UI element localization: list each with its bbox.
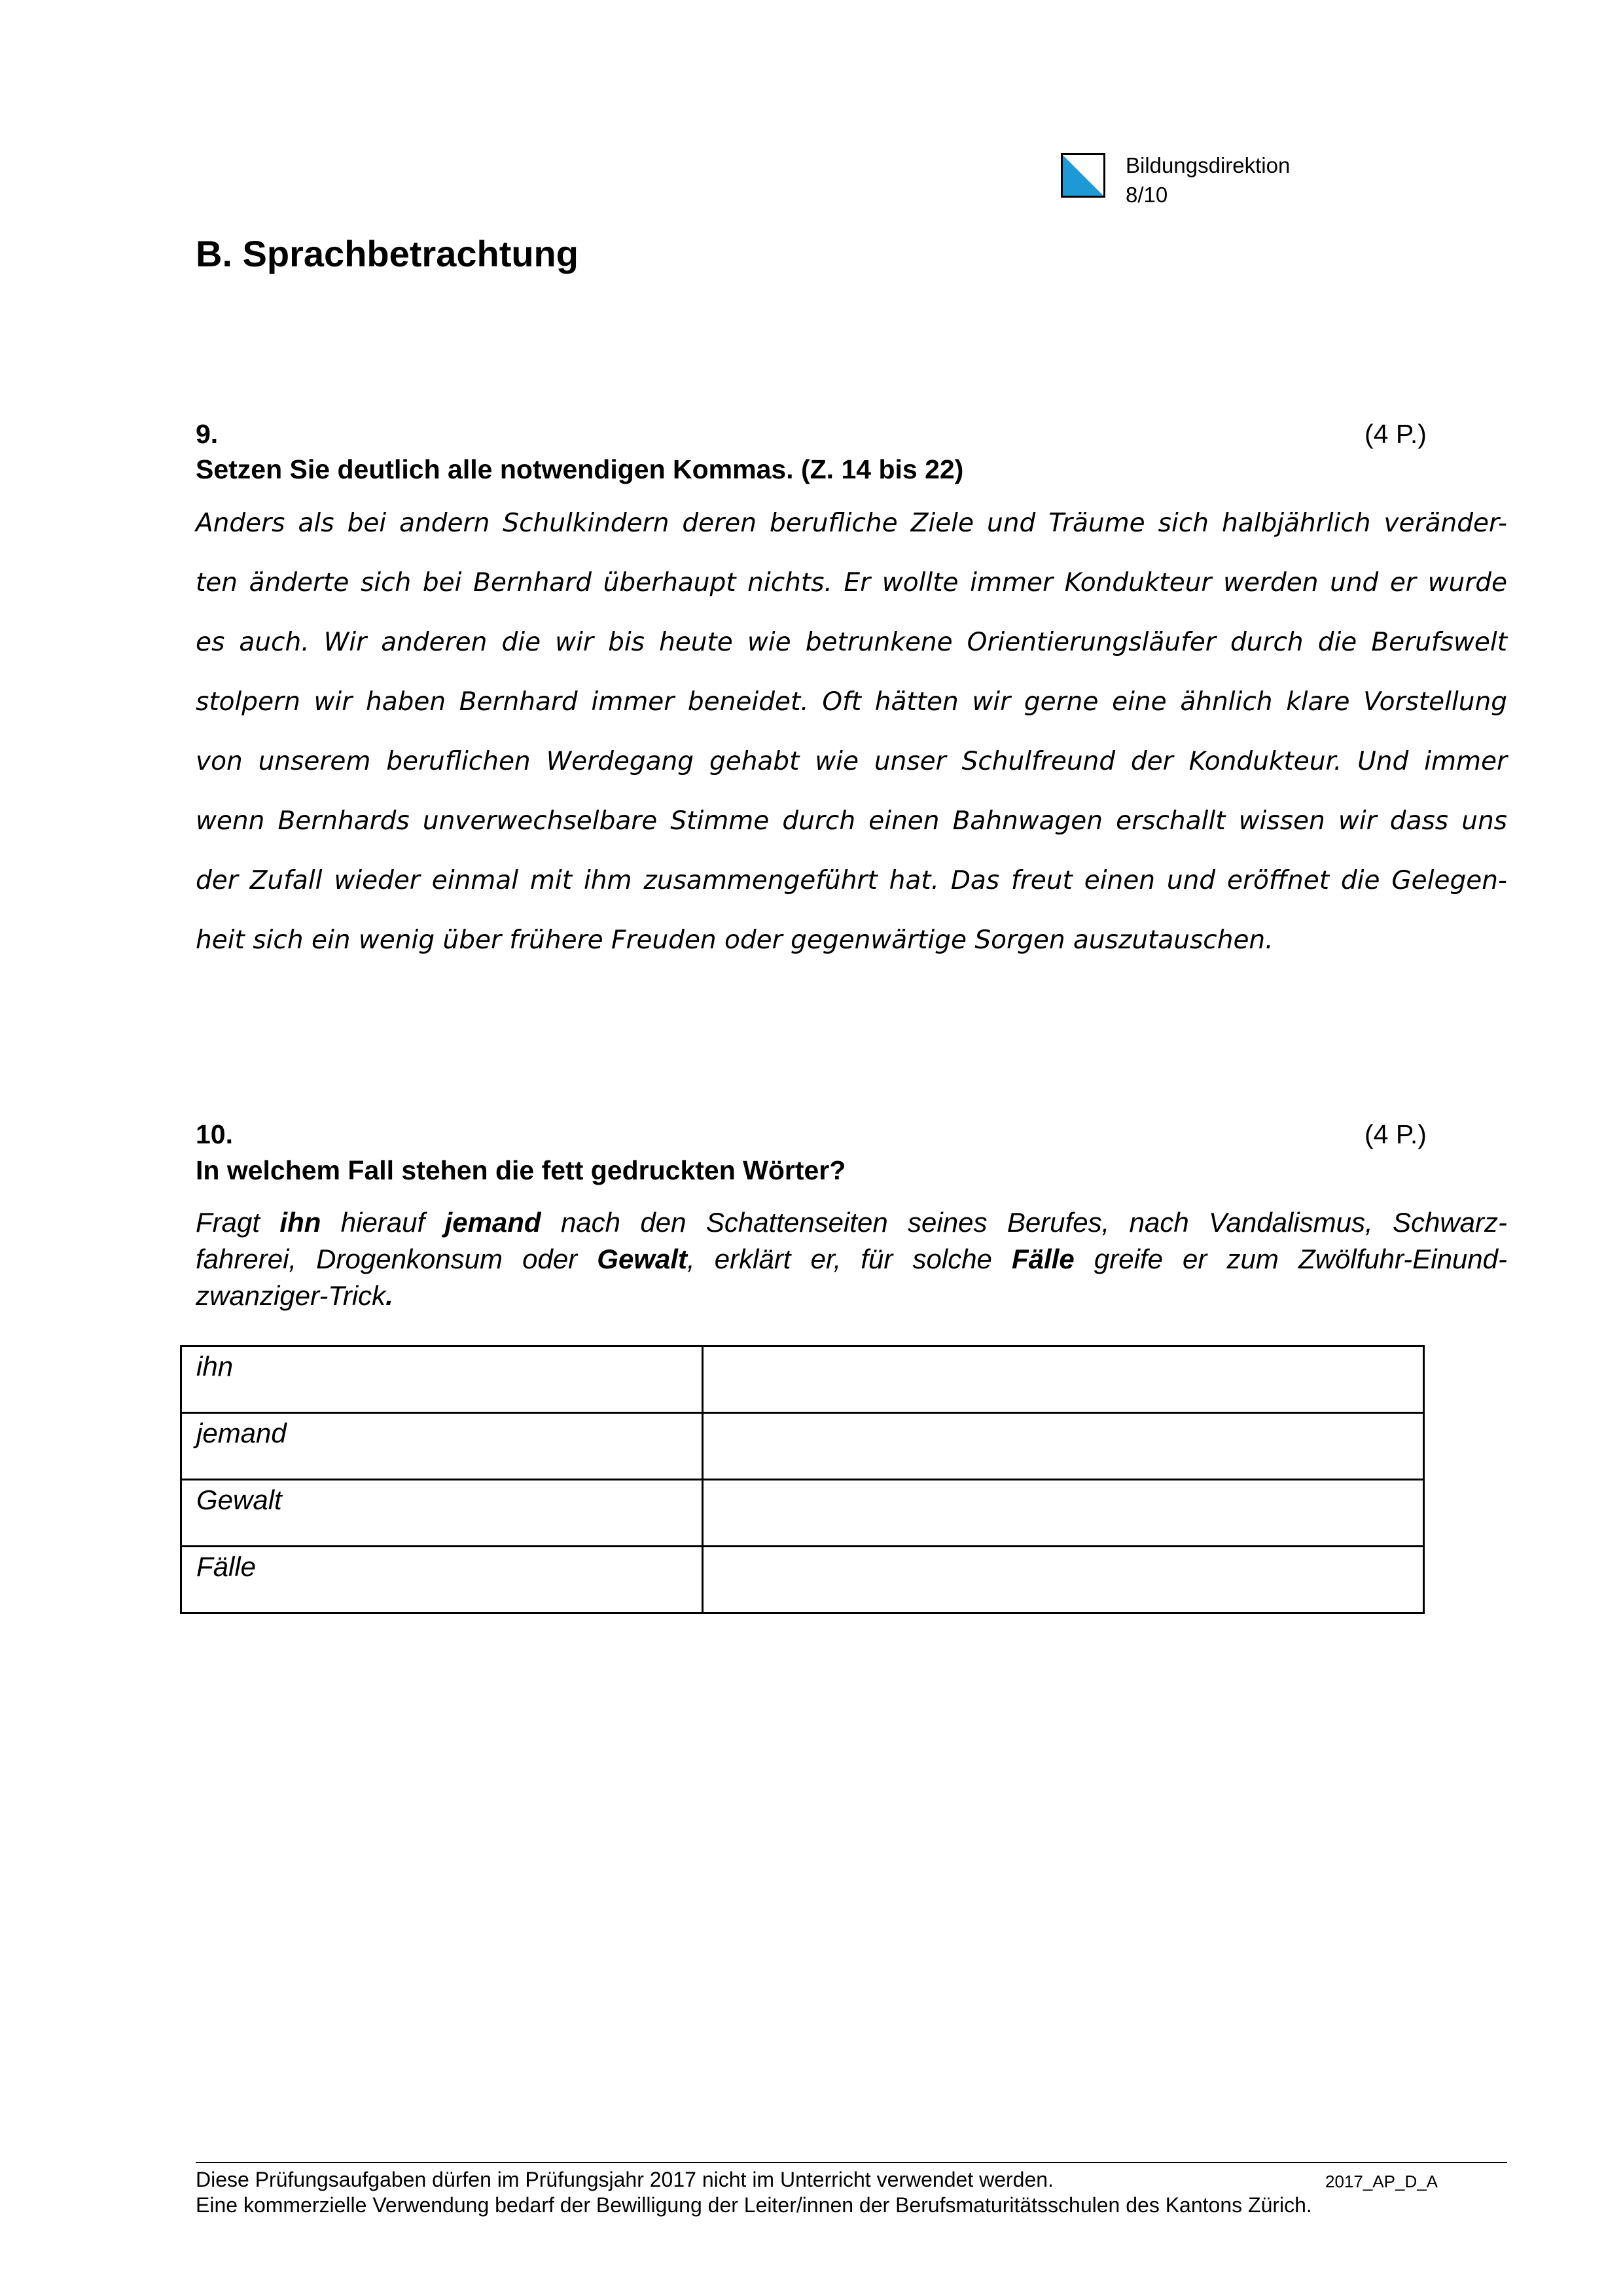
text-line: der Zufall wieder einmal mit ihm zusammengeführt hat. Das freut einen und eröffnet die Gelegen- <box>196 866 1507 895</box>
table-row <box>181 1346 1424 1413</box>
bold-word-ihn: ihn <box>279 1207 321 1238</box>
table-row <box>181 1547 1424 1613</box>
footer-divider <box>196 2162 1507 2163</box>
text-line: es auch. Wir anderen die wir bis heute wie betrunkene Orientierungsläufer durch die Berufswelt <box>196 628 1507 657</box>
text-line: stolpern wir haben Bernhard immer beneidet. Oft hätten wir gerne eine ähnlich klare Vorstellung <box>196 687 1507 717</box>
section-title: B. Sprachbetrachtung <box>196 233 579 274</box>
question-10-number: 10. <box>196 1119 233 1149</box>
text-line: wenn Bernhards unverwechselbare Stimme durch einen Bahnwagen erschallt wissen wir dass uns <box>196 806 1507 836</box>
quote-line: zwanziger-Trick. <box>196 1280 393 1311</box>
word-cell: ihn <box>181 1346 703 1413</box>
word-cell: Gewalt <box>181 1480 703 1547</box>
question-9-points: (4 P.) <box>1364 419 1427 449</box>
word-cell: jemand <box>181 1413 703 1480</box>
footer-code: 2017_AP_D_A <box>1325 2172 1438 2191</box>
answer-cell[interactable] <box>703 1346 1424 1413</box>
table-row <box>181 1413 1424 1480</box>
bold-word-gewalt: Gewalt <box>597 1244 687 1274</box>
table-row <box>181 1480 1424 1547</box>
footer-notice: Diese Prüfungsaufgaben dürfen im Prüfungsjahr 2017 nicht im Unterricht verwendet werden. <box>196 2168 1054 2191</box>
text-line: von unserem beruflichen Werdegang gehabt wie unser Schulfreund der Kondukteur. Und immer <box>196 747 1507 776</box>
kanton-zuerich-logo-icon <box>1061 153 1105 198</box>
answer-cell[interactable] <box>703 1547 1424 1613</box>
question-9-title: Setzen Sie deutlich alle notwendigen Kommas. (Z. 14 bis 22) <box>196 454 964 484</box>
quote-line: fahrerei, Drogenkonsum oder Gewalt, erklärt er, für solche Fälle greife er zum Zwölfuhr-Einund- <box>196 1244 1507 1274</box>
answer-cell[interactable] <box>703 1413 1424 1480</box>
bold-word-faelle: Fälle <box>1012 1244 1075 1274</box>
answer-cell[interactable] <box>703 1480 1424 1547</box>
quote-line: Fragt ihn hierauf jemand nach den Schattenseiten seines Berufes, nach Vandalismus, Schwarz- <box>196 1207 1508 1238</box>
footer-usage: Eine kommerzielle Verwendung bedarf der Bewilligung der Leiter/innen der Berufsmaturitätsschulen des Kantons Zürich. <box>196 2193 1312 2217</box>
text-line: heit sich ein wenig über frühere Freuden oder gegenwärtige Sorgen auszutauschen. <box>196 925 1274 955</box>
bold-word-jemand: jemand <box>444 1207 541 1238</box>
question-10-points: (4 P.) <box>1364 1119 1427 1149</box>
department-name: Bildungsdirektion <box>1126 153 1291 177</box>
question-9-number: 9. <box>196 419 219 449</box>
word-cell: Fälle <box>181 1547 703 1613</box>
header-text <box>1126 151 1290 209</box>
text-line: Anders als bei andern Schulkindern deren berufliche Ziele und Träume sich halbjährlich veränder- <box>196 509 1507 538</box>
text-line: ten änderte sich bei Bernhard überhaupt nichts. Er wollte immer Kondukteur werden und er wurde <box>196 568 1507 598</box>
question-10-title: In welchem Fall stehen die fett gedruckten Wörter? <box>196 1155 846 1185</box>
answer-table <box>180 1345 1425 1614</box>
page-number: 8/10 <box>1126 183 1168 207</box>
